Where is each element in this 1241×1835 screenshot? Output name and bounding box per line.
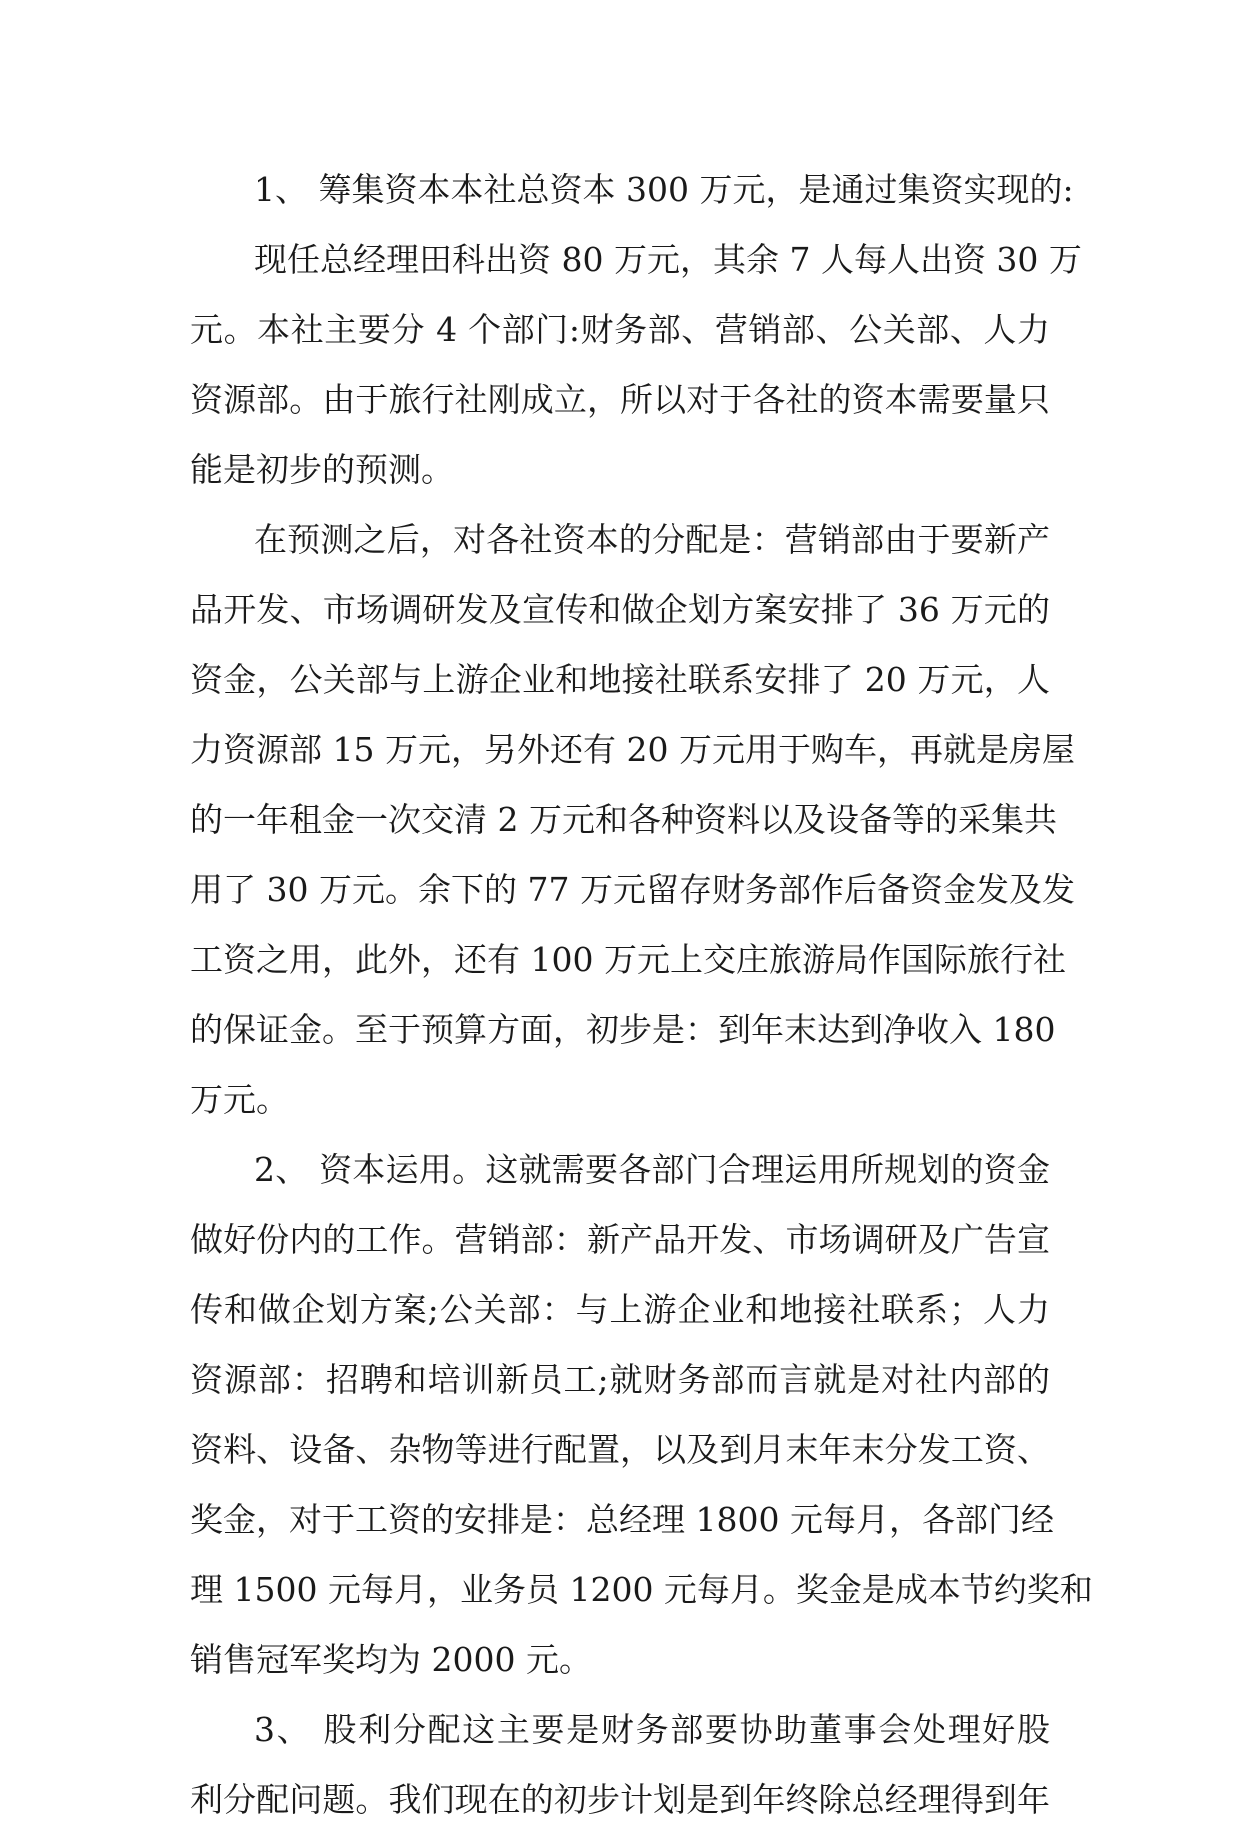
text-line: 3、 股利分配这主要是财务部要协助董事会处理好股 xyxy=(254,1710,1050,1749)
text-line: 在预测之后，对各社资本的分配是：营销部由于要新产 xyxy=(254,520,1050,559)
document-body xyxy=(190,155,1093,1835)
text-line: 的一年租金一次交清 2 万元和各种资料以及设备等的采集共 xyxy=(190,800,1057,839)
text-line: 元。本社主要分 4 个部门:财务部、营销部、公关部、人力 xyxy=(190,310,1050,349)
text-line: 力资源部 15 万元，另外还有 20 万元用于购车，再就是房屋 xyxy=(190,730,1075,769)
text-line: 1、 筹集资本本社总资本 300 万元，是通过集资实现的: xyxy=(254,170,1074,209)
text-line: 能是初步的预测。 xyxy=(190,450,454,489)
text-line: 用了 30 万元。余下的 77 万元留存财务部作后备资金发及发 xyxy=(190,870,1075,909)
text-line: 销售冠军奖均为 2000 元。 xyxy=(190,1640,592,1679)
text-line: 资料、设备、杂物等进行配置，以及到月末年末分发工资、 xyxy=(190,1430,1050,1469)
text-line: 的保证金。至于预算方面，初步是：到年末达到净收入 180 xyxy=(190,1010,1056,1049)
text-line: 资金，公关部与上游企业和地接社联系安排了 20 万元，人 xyxy=(190,660,1050,699)
text-line: 2、 资本运用。这就需要各部门合理运用所规划的资金 xyxy=(254,1150,1050,1189)
text-line: 做好份内的工作。营销部：新产品开发、市场调研及广告宣 xyxy=(190,1220,1050,1259)
text-line: 资源部：招聘和培训新员工;就财务部而言就是对社内部的 xyxy=(190,1360,1050,1399)
text-line: 传和做企划方案;公关部：与上游企业和地接社联系；人力 xyxy=(190,1290,1050,1329)
text-line: 工资之用，此外，还有 100 万元上交庄旅游局作国际旅行社 xyxy=(190,940,1066,979)
text-line: 利分配问题。我们现在的初步计划是到年终除总经理得到年 xyxy=(190,1780,1050,1819)
text-line: 万元。 xyxy=(190,1080,289,1119)
text-line: 资源部。由于旅行社刚成立，所以对于各社的资本需要量只 xyxy=(190,380,1050,419)
text-line: 现任总经理田科出资 80 万元，其余 7 人每人出资 30 万 xyxy=(254,240,1082,279)
text-line: 奖金，对于工资的安排是：总经理 1800 元每月，各部门经 xyxy=(190,1500,1054,1539)
text-line: 理 1500 元每月，业务员 1200 元每月。奖金是成本节约奖和 xyxy=(190,1570,1093,1609)
text-line: 品开发、市场调研发及宣传和做企划方案安排了 36 万元的 xyxy=(190,590,1050,629)
